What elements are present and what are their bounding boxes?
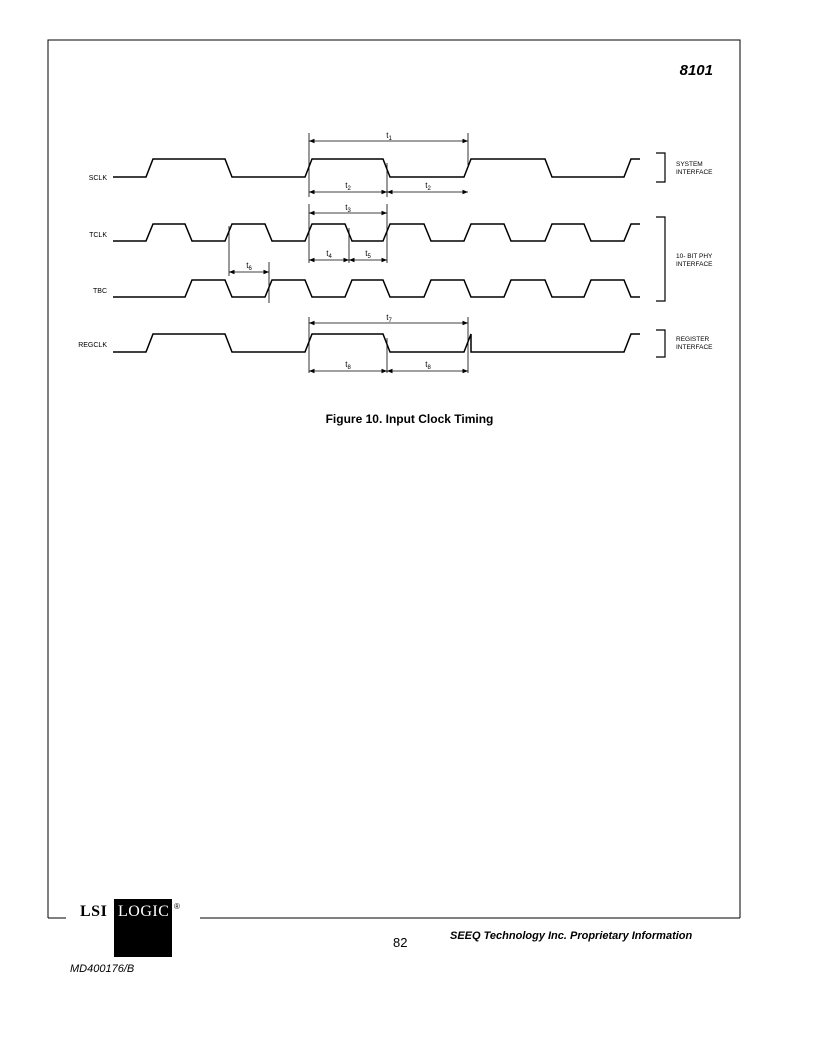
t8a-label: $t_8$ — [345, 360, 351, 371]
tclk-waveform — [113, 224, 640, 241]
logo-logic-text: LOGIC — [118, 903, 170, 920]
signal-label-tclk: TCLK — [89, 232, 107, 239]
signal-label-regclk: REGCLK — [78, 342, 107, 349]
t5-label: $t_5$ — [365, 249, 371, 260]
phy-bracket — [656, 217, 665, 301]
group-label-register: REGISTER INTERFACE — [676, 336, 713, 351]
group-label-system: SYSTEM INTERFACE — [676, 161, 713, 176]
t3-label: $t_3$ — [345, 203, 351, 214]
t6-label: $t_6$ — [246, 261, 252, 272]
tbc-waveform — [113, 280, 640, 297]
page-number: 82 — [393, 935, 408, 950]
system-bracket — [656, 153, 665, 182]
signal-label-sclk: SCLK — [88, 175, 107, 182]
t2a-label: $t_2$ — [345, 181, 351, 192]
registered-mark: ® — [174, 902, 180, 911]
reference-lines — [229, 133, 468, 373]
logo-lsi-text: LSI — [80, 903, 108, 920]
part-number: 8101 — [679, 62, 713, 79]
document-number: MD400176/B — [70, 963, 135, 975]
signal-label-tbc: TBC — [93, 288, 107, 295]
t4-label: $t_4$ — [326, 249, 332, 260]
t1-label: $t_1$ — [386, 131, 392, 142]
proprietary-notice: SEEQ Technology Inc. Proprietary Information — [450, 930, 693, 942]
dimension-arrows — [229, 141, 468, 371]
regclk-waveform-final — [113, 334, 640, 352]
register-bracket — [656, 330, 665, 357]
group-brackets — [656, 153, 665, 357]
t8b-label: $t_8$ — [425, 360, 431, 371]
figure-caption: Figure 10. Input Clock Timing — [325, 412, 494, 426]
sclk-waveform — [113, 159, 640, 177]
signal-labels — [78, 175, 107, 349]
group-label-phy: 10- BIT PHY INTERFACE — [676, 253, 713, 268]
t7-label: $t_7$ — [386, 313, 392, 324]
t2b-label: $t_2$ — [425, 181, 431, 192]
group-labels — [676, 161, 713, 351]
timing-labels — [246, 131, 431, 371]
